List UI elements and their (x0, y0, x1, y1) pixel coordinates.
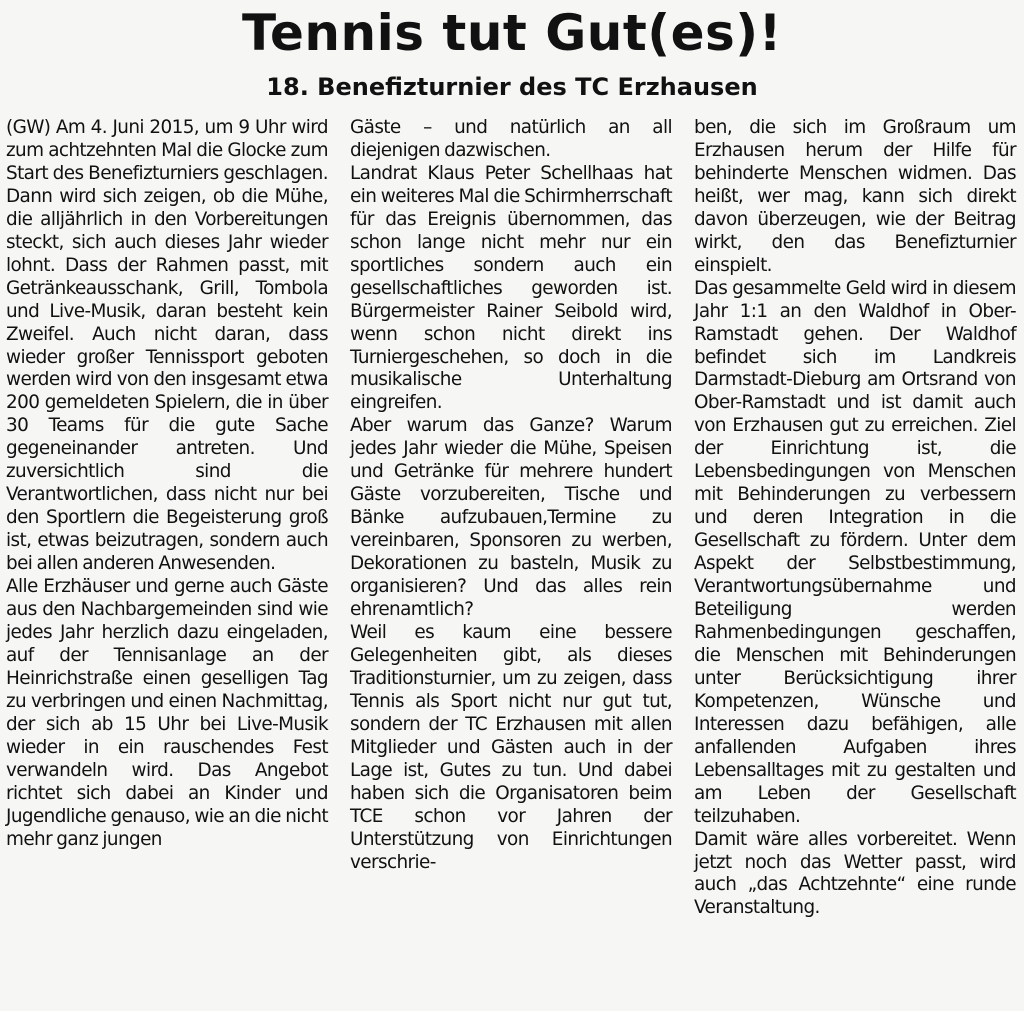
paragraph: Das gesammelte Geld wird in diesem Jahr 1:1 an den Waldhof in Ober-Ramstadt gehen. Der Waldhof befindet sich im Landkreis Darmstadt-Dieburg am Ortsrand von Ober-Ramstadt und ist damit auch von Erzhausen gut zu erreichen. Ziel der Einrichtung ist, die Lebensbedingungen von Menschen mit Behinderungen zu verbessern und deren Integration in die Gesellschaft zu fördern. Unter dem Aspekt der Selbstbestimmung, Verantwortungsübernahme und Beteiligung werden Rahmenbedingungen geschaffen, die Menschen mit Behinderungen unter Berücksichtigung ihrer Kompetenzen, Wünsche und Interessen dazu befähigen, alle anfallenden Aufgaben ihres Lebensalltages mit zu gestalten und am Leben der Gesellschaft teilzuhaben. (694, 277, 1016, 827)
article-column-3 (694, 117, 1016, 1007)
subheadline: 18. Benefizturnier des TC Erzhausen (266, 73, 758, 101)
paragraph: ben, die sich im Großraum um Erzhausen herum der Hilfe für behinderte Menschen widmen. Das heißt, wer mag, kann sich direkt davon überzeugen, wie der Beitrag wirkt, den das Benefizturnier einspielt. (694, 117, 1016, 276)
headline: Tennis tut Gut(es)! (242, 4, 782, 62)
article-columns (6, 117, 1018, 1007)
paragraph: Aber warum das Ganze? Warum jedes Jahr wieder die Mühe, Speisen und Getränke für mehrere hundert Gäste vorzubereiten, Tische und Bänke aufzubauen,Termine zu vereinbaren, Sponsoren zu werben, Dekorationen zu basteln, Musik zu organisieren? Und das alles rein ehrenamtlich? (350, 415, 672, 621)
paragraph: Weil es kaum eine bessere Gelegenheiten gibt, als dieses Traditionsturnier, um zu zeigen, dass Tennis als Sport nicht nur gut tut, sondern der TC Erzhausen mit allen Mitglieder und Gästen auch in der Lage ist, Gutes zu tun. Und dabei haben sich die Organisatoren beim TCE schon vor Jahren der Unterstützung von Einrichtungen verschrie- (350, 621, 672, 873)
article-column-2 (350, 117, 672, 1007)
paragraph: Landrat Klaus Peter Schellhaas hat ein weiteres Mal die Schirmherrschaft für das Ereignis übernommen, das schon lange nicht mehr nur ein sportliches sondern auch ein gesellschaftliches geworden ist. Bürgermeister Rainer Seibold wird, wenn schon nicht direkt ins Turniergeschehen, so doch in die musikalische Unterhaltung eingreifen. (350, 162, 672, 414)
article-column-1 (6, 117, 328, 1007)
paragraph: Damit wäre alles vorbereitet. Wenn jetzt noch das Wetter passt, wird auch „das Achtzehnte“ eine runde Veranstaltung. (694, 828, 1016, 919)
paragraph: (GW) Am 4. Juni 2015, um 9 Uhr wird zum achtzehnten Mal die Glocke zum Start des Benefizturniers geschlagen. Dann wird sich zeigen, ob die Mühe, die alljährlich in den Vorbereitungen steckt, sich auch dieses Jahr wieder lohnt. Dass der Rahmen passt, mit Getränkeausschank, Grill, Tombola und Live-Musik, daran besteht kein Zweifel. Auch nicht daran, dass wieder großer Tennissport geboten werden wird von den insgesamt etwa 200 gemeldeten Spielern, die in über 30 Teams für die gute Sache gegeneinander antreten. Und zuversichtlich sind die Verantwortlichen, dass nicht nur bei den Sportlern die Begeisterung groß ist, etwas beizutragen, sondern auch bei allen anderen Anwesenden. (6, 117, 328, 575)
paragraph: Gäste – und natürlich an all diejenigen dazwischen. (350, 117, 672, 161)
paragraph: Alle Erzhäuser und gerne auch Gäste aus den Nachbargemeinden sind wie jedes Jahr herzlich dazu eingeladen, auf der Tennisanlage an der Heinrichstraße einen geselligen Tag zu verbringen und einen Nachmittag, der sich ab 15 Uhr bei Live-Musik wieder in ein rauschendes Fest verwandeln wird. Das Angebot richtet sich dabei an Kinder und Jugendliche genauso, wie an die nicht mehr ganz jungen (6, 576, 328, 850)
